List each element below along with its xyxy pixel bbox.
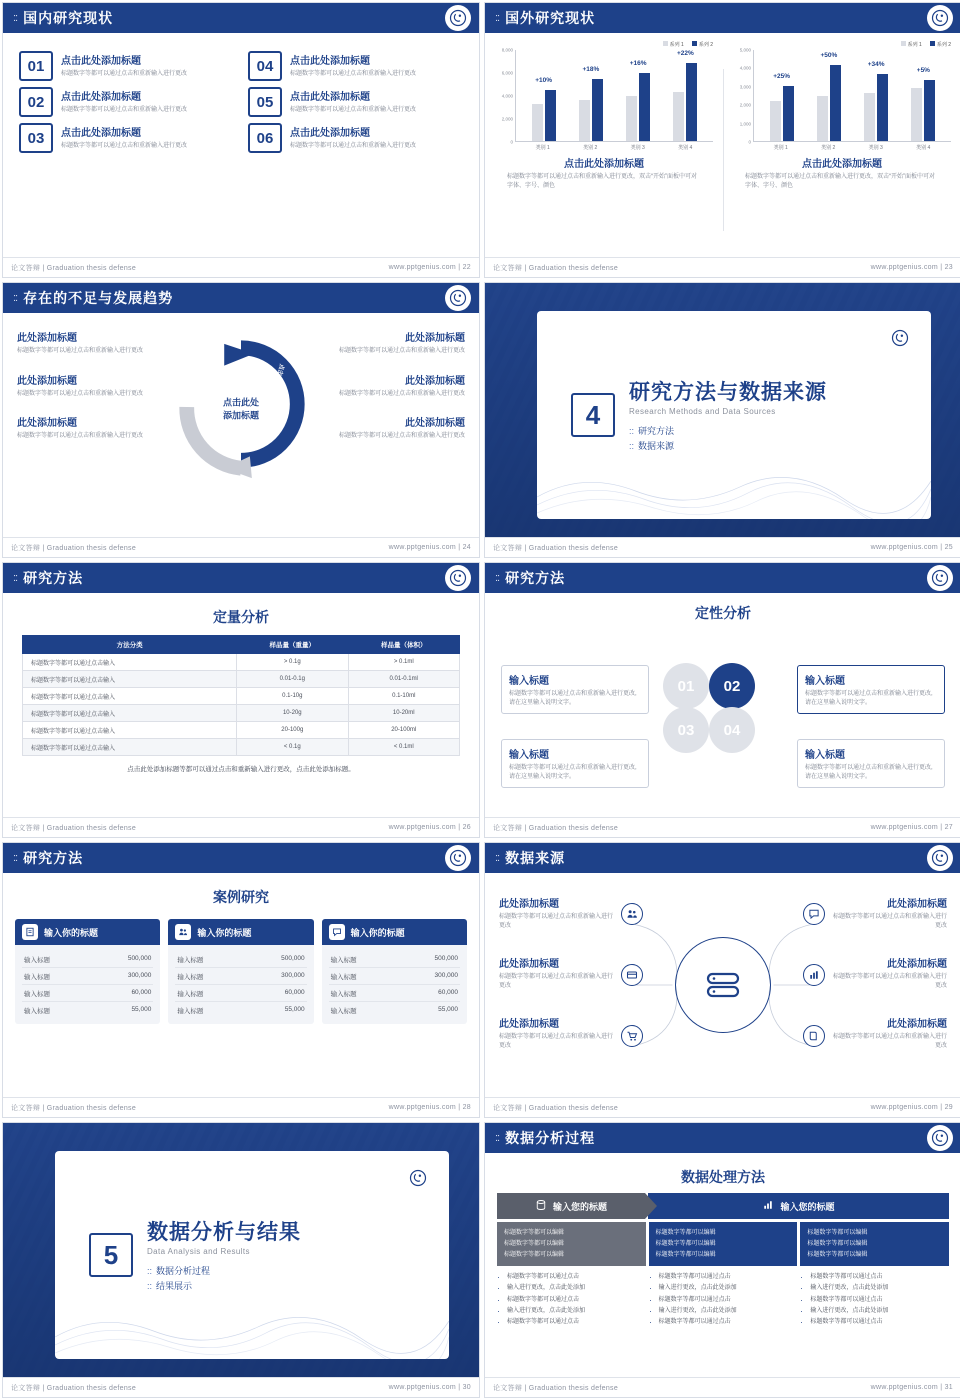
list-item[interactable]: :: 结果展示: [147, 1281, 193, 1291]
slide-body: [3, 33, 479, 257]
footer-right: www.pptgenius.com | 25: [870, 544, 953, 551]
plot-area: [753, 50, 951, 142]
detail-list-3: • 标题数字等都可以通过点击 • 输入进行更改，点击此处添加 • 标题数字等都可以通过点击 • 输入进行更改，点击此处添加 • 标题数字等都可以通过点击: [800, 1272, 949, 1327]
card-row: 输入标题 55,000: [177, 1005, 305, 1015]
data-label: +5%: [916, 67, 930, 74]
footer-right: www.pptgenius.com | 22: [388, 264, 471, 271]
header-dots-icon: ::: [13, 12, 18, 24]
table-header-row: [23, 636, 460, 654]
chart-legend: 系列 1 系列 2: [733, 41, 951, 48]
slide-body: [485, 593, 960, 817]
qual-box-4[interactable]: [797, 739, 945, 788]
university-logo: [887, 325, 913, 351]
list-item[interactable]: [321, 329, 465, 356]
x-axis-labels: 类别 1 类别 2 类别 3 类别 4: [773, 145, 931, 151]
university-logo: [927, 5, 953, 31]
qual-box-2[interactable]: [797, 665, 945, 714]
item-desc: 标题数字等都可以通过点击和重新输入进行更改: [290, 71, 417, 77]
detail-list-2: • 标题数字等都可以通过点击 • 输入进行更改，点击此处添加 • 标题数字等都可以通过点击 • 输入进行更改，点击此处添加 • 标题数字等都可以通过点击: [649, 1272, 798, 1327]
plot-area: [515, 50, 713, 142]
university-logo: [445, 5, 471, 31]
cover-background: [3, 1123, 479, 1397]
slide-body: [485, 1153, 960, 1377]
wave-decoration: [55, 1287, 449, 1359]
footer-right: www.pptgenius.com | 30: [388, 1384, 471, 1391]
header-dots-icon: ::: [13, 292, 18, 304]
footer-left: 论文答辩 | Graduation thesis defense: [493, 1384, 619, 1392]
slide-22: [2, 2, 480, 278]
item-title: 点击此处添加标题: [290, 128, 370, 139]
box-title: 输入标题: [805, 676, 845, 687]
step-circle-03[interactable]: 03: [663, 707, 709, 753]
list-item[interactable]: [17, 372, 161, 399]
case-cards: [3, 913, 479, 1024]
case-card-1[interactable]: [15, 919, 160, 1024]
footer-left: 论文答辩 | Graduation thesis defense: [11, 824, 137, 832]
step-circle-04[interactable]: 04: [709, 707, 755, 753]
slide-title: 存在的不足与发展趋势: [23, 290, 174, 306]
list-item[interactable]: :: 研究方法: [629, 425, 675, 436]
item-desc: 标题数字等都可以通过点击和重新输入进行更改: [832, 1034, 947, 1049]
qual-box-3[interactable]: [501, 739, 649, 788]
university-logo: [445, 565, 471, 591]
chart-caption: [495, 151, 713, 190]
chart-caption: [733, 151, 951, 190]
slide-title: 数据来源: [505, 850, 566, 866]
list-item[interactable]: [19, 87, 234, 117]
card-row: 输入标题 300,000: [22, 968, 153, 985]
slide-footer: [3, 257, 479, 277]
y-axis: 8,000 6,000 4,000 2,000 0: [501, 47, 513, 145]
item-desc: 标题数字等都可以通过点击和重新输入进行更改: [338, 433, 465, 440]
wave-decoration: [537, 447, 931, 519]
cover-card: [537, 311, 931, 519]
card-icon: [621, 964, 643, 986]
process-chevrons: [497, 1193, 949, 1219]
center-label: [223, 396, 259, 421]
item-title: 点击此处添加标题: [290, 92, 370, 103]
slide-title: 研究方法: [23, 850, 84, 866]
center-line-2: 添加标题: [222, 410, 260, 420]
item-title: 点击此处添加标题: [61, 92, 141, 103]
header-dots-icon: ::: [495, 852, 500, 864]
data-label: +22%: [676, 50, 694, 57]
slide-footer: [485, 1377, 960, 1397]
footer-right: www.pptgenius.com | 27: [870, 824, 953, 831]
process-blocks: [497, 1222, 949, 1266]
card-row: 输入标题 500,000: [22, 951, 153, 968]
item-title: 此处添加标题: [887, 899, 947, 910]
col-method: 方法分类: [23, 636, 237, 654]
slide-header: [485, 1123, 960, 1153]
list-item[interactable]: [248, 123, 463, 153]
step-circle-01[interactable]: 01: [663, 663, 709, 709]
table-row[interactable]: 标题数字等都可以通过点击输入 20-100g 20-100ml: [23, 722, 460, 739]
book-icon: [803, 1025, 825, 1047]
slide-30: [2, 1122, 480, 1398]
slide-footer: [3, 1097, 479, 1117]
list-item[interactable]: [19, 51, 234, 81]
slide-body: [3, 873, 479, 1097]
slide-footer: [3, 1377, 479, 1397]
card-row: 输入标题 55,000: [330, 1005, 458, 1015]
slide-title: 研究方法: [23, 570, 84, 586]
slide-title: 国外研究现状: [505, 10, 596, 26]
chevron-label: 输入您的标题: [552, 1201, 607, 1212]
section-title-en: Data Analysis and Results: [147, 1246, 250, 1256]
detail-list-1: • 标题数字等都可以通过点击 • 输入进行更改，点击此处添加 • 标题数字等都可以通过点击 • 输入进行更改，点击此处添加 • 标题数字等都可以通过点击: [497, 1272, 646, 1327]
case-card-3[interactable]: [322, 919, 467, 1024]
card-row: 输入标题 500,000: [329, 951, 460, 968]
slide-title: 数据分析过程: [505, 1130, 596, 1146]
slide-title: 国内研究现状: [23, 10, 114, 26]
box-desc: 标题数字等都可以通过点击和重新输入进行更改,请在这里输入说明文字。: [805, 765, 933, 780]
slide-31: [484, 1122, 960, 1398]
chart-legend: 系列 1 系列 2: [495, 41, 713, 48]
caption-title: 点击此处添加标题: [802, 159, 882, 170]
data-label: +34%: [867, 61, 885, 68]
footer-left: 论文答辩 | Graduation thesis defense: [493, 264, 619, 272]
item-desc: 标题数字等都可以通过点击和重新输入进行更改: [832, 974, 947, 989]
table-row[interactable]: 标题数字等都可以通过点击输入 > 0.1g > 0.1ml: [23, 654, 460, 671]
university-logo: [927, 565, 953, 591]
chevron-step-1[interactable]: [497, 1193, 645, 1219]
item-desc: 标题数字等都可以通过点击和重新输入进行更改: [832, 914, 947, 929]
footer-right: www.pptgenius.com | 23: [870, 264, 953, 271]
slide-footer: [3, 817, 479, 837]
footer-left: 论文答辩 | Graduation thesis defense: [11, 544, 137, 552]
item-title: 此处添加标题: [17, 333, 77, 344]
slide-header: [3, 843, 479, 873]
col-volume: 样品量（体积）: [348, 636, 459, 654]
table-note: 点击此处添加标题等都可以通过点击和重新输入进行更改，点击此处添加标题。: [127, 766, 355, 773]
item-number: 01: [19, 51, 53, 81]
item-desc: 标题数字等都可以通过点击和重新输入进行更改: [17, 433, 144, 440]
footer-left: 论文答辩 | Graduation thesis defense: [11, 1104, 137, 1112]
university-logo: [927, 1125, 953, 1151]
chart-1: [485, 33, 723, 257]
slide-26: [2, 562, 480, 838]
slide-28: [2, 842, 480, 1118]
section-title-en: Research Methods and Data Sources: [629, 406, 776, 416]
database-icon: [701, 963, 745, 1007]
list-item[interactable]: [17, 329, 161, 356]
caption-desc: 标题数字等都可以通过点击和重新输入进行更改，双击“开始”面板中可对字体、字号、颜色: [507, 174, 697, 189]
header-dots-icon: ::: [495, 12, 500, 24]
footer-right: www.pptgenius.com | 28: [388, 1104, 471, 1111]
item-desc: 标题数字等都可以通过点击和重新输入进行更改: [61, 107, 188, 113]
content-title: 定量分析: [213, 609, 269, 625]
slide-header: [3, 563, 479, 593]
table-row[interactable]: 标题数字等都可以通过点击输入 0.1-10g 0.1-10ml: [23, 688, 460, 705]
source-item-4[interactable]: [831, 895, 947, 930]
right-column: [321, 329, 465, 537]
item-title: 此处添加标题: [405, 333, 465, 344]
slide-header: [3, 283, 479, 313]
chat-icon: [803, 903, 825, 925]
left-column: [17, 329, 161, 537]
table-row[interactable]: 标题数字等都可以通过点击输入 10-20g 10-20ml: [23, 705, 460, 722]
university-logo: [405, 1165, 431, 1191]
source-item-6[interactable]: [831, 1015, 947, 1050]
header-dots-icon: ::: [495, 572, 500, 584]
slide-23: [484, 2, 960, 278]
item-number: 02: [19, 87, 53, 117]
item-title: 点击此处添加标题: [290, 56, 370, 67]
slide-header: [485, 563, 960, 593]
card-row: 输入标题 300,000: [175, 968, 306, 985]
footer-left: 论文答辩 | Graduation thesis defense: [493, 544, 619, 552]
item-desc: 标题数字等都可以通过点击和重新输入进行更改: [290, 107, 417, 113]
qual-box-1[interactable]: [501, 665, 649, 714]
list-item[interactable]: :: 数据来源: [629, 441, 675, 451]
slide-body: [485, 33, 960, 257]
section-number: 4: [571, 393, 615, 437]
list-item[interactable]: [248, 87, 463, 117]
item-number: 03: [19, 123, 53, 153]
slide-footer: [485, 257, 960, 277]
table-row[interactable]: 标题数字等都可以通过点击输入 < 0.1g < 0.1ml: [23, 739, 460, 756]
box-desc: 标题数字等都可以通过点击和重新输入进行更改,请在这里输入说明文字。: [805, 691, 933, 706]
item-title: 此处添加标题: [17, 375, 77, 387]
data-label: +25%: [773, 73, 791, 80]
item-desc: 标题数字等都可以通过点击和重新输入进行更改: [499, 1034, 614, 1049]
list-item[interactable]: [321, 372, 465, 399]
box-desc: 标题数字等都可以通过点击和重新输入进行更改,请在这里输入说明文字。: [509, 691, 637, 706]
cover-card: [55, 1151, 449, 1359]
list-item[interactable]: [321, 414, 465, 441]
center-line-1: 点击此处: [222, 397, 260, 408]
item-title: 此处添加标题: [499, 899, 559, 910]
slide-title: 研究方法: [505, 570, 566, 586]
card-row: 输入标题 300,000: [329, 968, 460, 985]
card-row: 输入标题 55,000: [24, 1005, 152, 1015]
cart-icon: [621, 1025, 643, 1047]
university-logo: [445, 845, 471, 871]
content-title: 案例研究: [213, 889, 269, 905]
y-axis: 5,000 4,000 3,000 2,000 1,000 0: [739, 47, 751, 145]
item-title: 此处添加标题: [17, 418, 77, 430]
content-title: 定性分析: [695, 605, 751, 621]
item-number: 04: [248, 51, 282, 81]
ring-label-right: 点击此处添加标题: [266, 363, 285, 412]
footer-right: www.pptgenius.com | 29: [870, 1104, 953, 1111]
people-icon: [175, 924, 191, 940]
footer-left: 论文答辩 | Graduation thesis defense: [11, 264, 137, 272]
card-title: 输入你的标题: [350, 927, 405, 938]
source-item-5[interactable]: [831, 955, 947, 990]
process-detail-lists: [497, 1272, 949, 1327]
slide-header: [485, 843, 960, 873]
source-item-1[interactable]: [499, 895, 615, 930]
slide-24: [2, 282, 480, 558]
header-dots-icon: ::: [13, 572, 18, 584]
slide-header: [485, 3, 960, 33]
slide-27: [484, 562, 960, 838]
slide-header: [3, 3, 479, 33]
slide-footer: [485, 1097, 960, 1117]
university-logo: [445, 285, 471, 311]
source-item-3[interactable]: [499, 1015, 615, 1050]
item-desc: 标题数字等都可以通过点击和重新输入进行更改: [499, 974, 614, 989]
chevron-label: 输入您的标题: [780, 1201, 835, 1212]
header-dots-icon: ::: [13, 852, 18, 864]
item-title: 此处添加标题: [499, 1019, 559, 1030]
footer-left: 论文答辩 | Graduation thesis defense: [493, 824, 619, 832]
chat-icon: [329, 924, 345, 940]
item-desc: 标题数字等都可以通过点击和重新输入进行更改: [338, 390, 465, 397]
box-title: 输入标题: [509, 750, 549, 761]
slide-25: [484, 282, 960, 558]
cover-background: [485, 283, 960, 557]
slide-body: [485, 873, 960, 1097]
footer-left: 论文答辩 | Graduation thesis defense: [493, 1104, 619, 1112]
data-label: +16%: [629, 60, 647, 67]
case-card-2[interactable]: [168, 919, 313, 1024]
slide-footer: [3, 537, 479, 557]
data-label: +18%: [582, 66, 600, 73]
slide-footer: [485, 537, 960, 557]
box-title: 输入标题: [509, 676, 549, 687]
slide-29: [484, 842, 960, 1118]
list-item[interactable]: :: 数据分析过程: [147, 1265, 211, 1276]
section-title: 研究方法与数据来源: [629, 380, 827, 404]
users-icon: [621, 903, 643, 925]
item-desc: 标题数字等都可以通过点击和重新输入进行更改: [290, 143, 417, 149]
step-circle-02[interactable]: 02: [709, 663, 755, 709]
chart-2: [723, 33, 960, 257]
box-desc: 标题数字等都可以通过点击和重新输入进行更改,请在这里输入说明文字。: [509, 765, 637, 780]
section-title: 数据分析与结果: [147, 1220, 301, 1244]
data-label: +50%: [820, 52, 838, 59]
item-title: 点击此处添加标题: [61, 56, 141, 67]
data-hub: [675, 937, 771, 1033]
db-icon: [535, 1199, 547, 1213]
box-title: 输入标题: [805, 750, 845, 761]
circular-diagram: [167, 329, 315, 489]
card-row: 输入标题 500,000: [175, 951, 306, 968]
item-desc: 标题数字等都可以通过点击和重新输入进行更改: [17, 348, 144, 354]
source-item-2[interactable]: [499, 955, 615, 990]
list-item[interactable]: [19, 123, 234, 153]
item-title: 此处添加标题: [499, 959, 559, 970]
ring-label-left: 点击此处添加标题: [197, 368, 218, 416]
data-label: +10%: [535, 77, 553, 84]
numbered-list: [3, 33, 479, 153]
list-item[interactable]: [17, 414, 161, 441]
chart-icon: [803, 964, 825, 986]
process-block-1: 标题数字等都可以编辑 标题数字等都可以编辑 标题数字等都可以编辑: [497, 1222, 646, 1266]
footer-left: 论文答辩 | Graduation thesis defense: [11, 1384, 137, 1392]
card-row: 输入标题 60,000: [175, 985, 306, 1002]
item-title: 此处添加标题: [887, 1019, 947, 1030]
item-desc: 标题数字等都可以通过点击和重新输入进行更改: [17, 390, 144, 397]
doc-icon: [22, 924, 38, 940]
item-title: 此处添加标题: [405, 375, 465, 387]
chevron-step-2[interactable]: [648, 1193, 949, 1219]
item-title: 此处添加标题: [405, 418, 465, 430]
footer-right: www.pptgenius.com | 24: [388, 544, 471, 551]
content-title: 数据处理方法: [681, 1169, 765, 1185]
header-dots-icon: ::: [495, 1132, 500, 1144]
caption-desc: 标题数字等都可以通过点击和重新输入进行更改，双击“开始”面板中可对字体、字号、颜色: [745, 174, 935, 189]
card-row: 输入标题 60,000: [22, 985, 153, 1002]
university-logo: [927, 845, 953, 871]
slide-footer: [485, 817, 960, 837]
item-desc: 标题数字等都可以通过点击和重新输入进行更改: [499, 914, 614, 929]
footer-right: www.pptgenius.com | 26: [388, 824, 471, 831]
process-block-3: 标题数字等都可以编辑 标题数字等都可以编辑 标题数字等都可以编辑: [800, 1222, 949, 1266]
item-number: 05: [248, 87, 282, 117]
slide-body: [3, 593, 479, 817]
item-title: 此处添加标题: [887, 959, 947, 970]
bar-icon: [762, 1199, 774, 1213]
item-title: 点击此处添加标题: [61, 128, 141, 139]
section-number: 5: [89, 1233, 133, 1277]
card-title: 输入你的标题: [197, 927, 252, 938]
item-desc: 标题数字等都可以通过点击和重新输入进行更改: [338, 348, 465, 354]
slide-body: [3, 313, 479, 537]
col-weight: 样品量（重量）: [237, 636, 348, 654]
process-block-2: 标题数字等都可以编辑 标题数字等都可以编辑 标题数字等都可以编辑: [649, 1222, 798, 1266]
footer-right: www.pptgenius.com | 31: [870, 1384, 953, 1391]
quantitative-table: [22, 635, 460, 756]
x-axis-labels: 类别 1 类别 2 类别 3 类别 4: [535, 145, 693, 151]
caption-title: 点击此处添加标题: [564, 159, 644, 170]
card-row: 输入标题 60,000: [329, 985, 460, 1002]
item-number: 06: [248, 123, 282, 153]
table-row[interactable]: 标题数字等都可以通过点击输入 0.01-0.1g 0.01-0.1ml: [23, 671, 460, 688]
item-desc: 标题数字等都可以通过点击和重新输入进行更改: [61, 71, 188, 77]
item-desc: 标题数字等都可以通过点击和重新输入进行更改: [61, 143, 188, 149]
list-item[interactable]: [248, 51, 463, 81]
card-title: 输入你的标题: [44, 927, 99, 938]
